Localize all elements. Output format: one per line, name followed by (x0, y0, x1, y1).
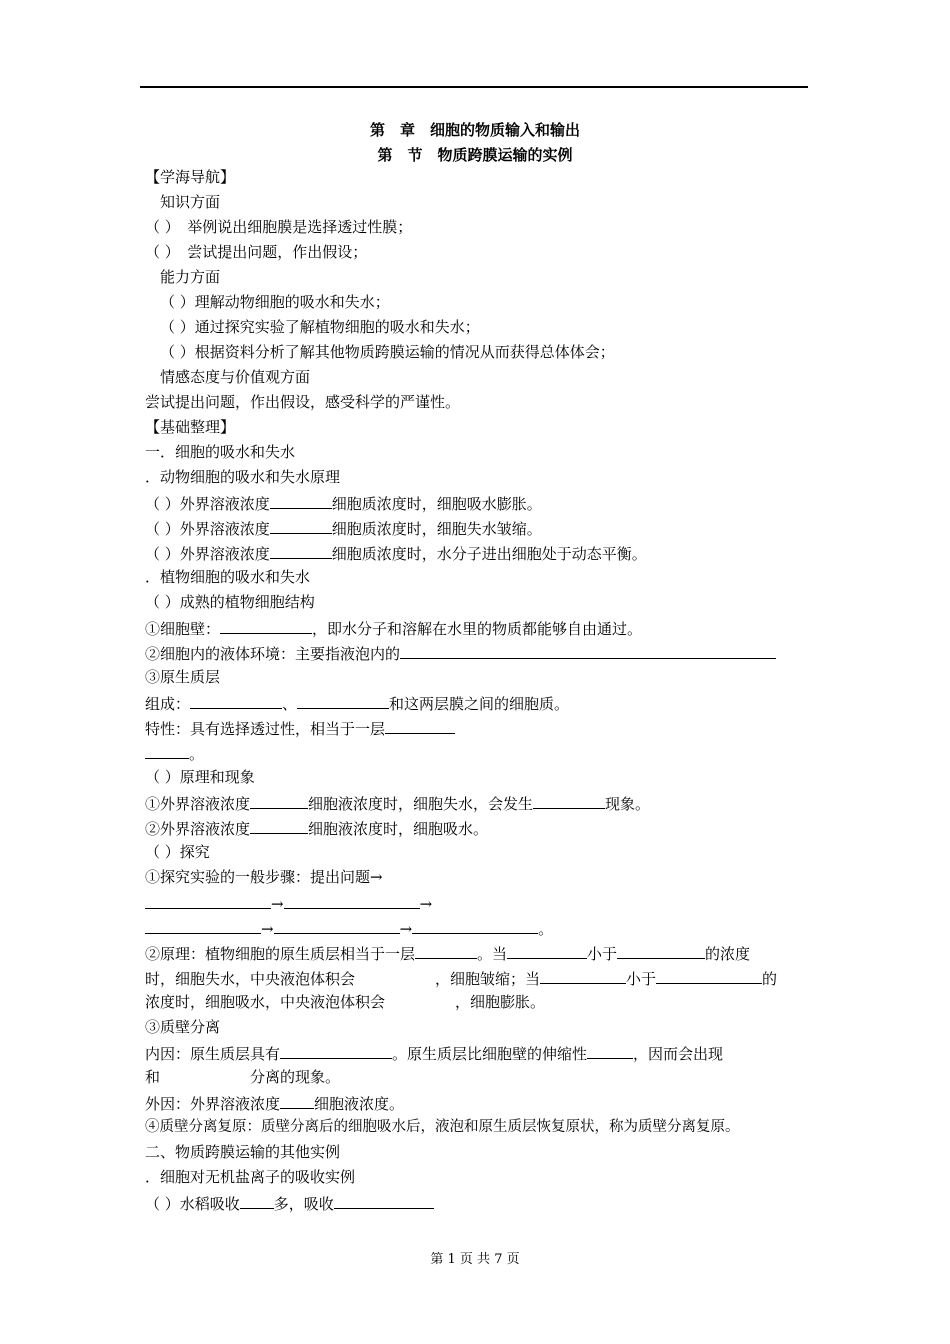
fill-blank[interactable] (270, 517, 332, 534)
fill-blank[interactable] (280, 1042, 392, 1059)
ability-heading: 能力方面 (160, 268, 221, 286)
fill-blank[interactable] (250, 792, 308, 809)
ability-item-3: （ ）根据资料分析了解其他物质跨膜运输的情况从而获得总体体会； (160, 343, 615, 361)
fill-blank[interactable] (533, 792, 605, 809)
animal-cell-heading: ．动物细胞的吸水和失水原理 (145, 468, 341, 486)
fill-blank[interactable] (284, 892, 420, 909)
fill-blank[interactable] (280, 1092, 314, 1109)
fill-blank[interactable] (190, 692, 282, 709)
page-footer: 第 1 页 共 7 页 (430, 1252, 520, 1267)
recovery-line: ④质壁分离复原：质壁分离后的细胞吸水后，液泡和原生质层恢复原状，称为质壁分离复原。 (145, 1119, 740, 1135)
ability-item-1: （ ）理解动物细胞的吸水和失水； (160, 293, 390, 311)
section-one-heading: 一．细胞的吸水和失水 (145, 443, 296, 461)
plant-structure-heading: （ ）成熟的植物细胞结构 (145, 593, 315, 611)
phenomenon-line-1: ①外界溶液浓度 细胞液浓度时，细胞失水，会发生 现象。 (145, 792, 650, 814)
cell-wall-line: ①细胞壁： ，即水分子和溶解在水里的物质都能够自由通过。 (145, 617, 642, 639)
fill-blank[interactable] (274, 917, 400, 934)
explore-heading: （ ）探究 (145, 843, 210, 861)
fill-blank[interactable] (270, 542, 332, 559)
feature-line: 特性：具有选择透过性，相当于一层 (145, 717, 455, 739)
fill-blank[interactable] (145, 917, 261, 934)
fill-blank[interactable] (412, 917, 538, 934)
section-title: 第 节 物质跨膜运输的实例 (377, 146, 573, 164)
feature-line-cont: 。 (145, 742, 204, 764)
fill-blank[interactable] (587, 1042, 633, 1059)
fill-blank[interactable] (507, 942, 587, 959)
fill-blank[interactable] (220, 617, 312, 634)
knowledge-item-1: （ ） 举例说出细胞膜是选择透过性膜； (145, 218, 413, 236)
principle-line-3: 浓度时，细胞吸水，中央液泡体积会 ，细胞膨胀。 (145, 993, 546, 1011)
internal-cause-line-1: 内因：原生质层具有 。原生质层比细胞壁的伸缩性 ，因而会出现 (145, 1042, 723, 1064)
explore-steps-line-3: → → 。 (145, 917, 553, 939)
fill-blank[interactable] (334, 1192, 434, 1209)
animal-line-1: （ ）外界溶液浓度 细胞质浓度时，细胞吸水膨胀。 (145, 492, 542, 514)
principle-heading: （ ）原理和现象 (145, 768, 255, 786)
principle-line-2: 时，细胞失水，中央液泡体积会 ，细胞皱缩；当 小于 的 (145, 967, 777, 989)
phenomenon-line-2: ②外界溶液浓度 细胞液浓度时，细胞吸水。 (145, 817, 488, 839)
chapter-title: 第 章 细胞的物质输入和输出 (369, 121, 580, 139)
animal-line-3: （ ）外界溶液浓度 细胞质浓度时，水分子进出细胞处于动态平衡。 (145, 542, 647, 564)
internal-cause-line-2: 和 分离的现象。 (145, 1068, 341, 1086)
emotion-heading: 情感态度与价值观方面 (160, 368, 311, 386)
fill-blank[interactable] (400, 642, 776, 659)
animal-line-2: （ ）外界溶液浓度 细胞质浓度时，细胞失水皱缩。 (145, 517, 542, 539)
rice-line: （ ）水稻吸收 多，吸收 (145, 1192, 434, 1214)
plasmolysis-heading: ③质壁分离 (145, 1018, 221, 1036)
fill-blank[interactable] (240, 1192, 274, 1209)
ability-item-2: （ ）通过探究实验了解植物细胞的吸水和失水； (160, 318, 480, 336)
fill-blank[interactable] (270, 492, 332, 509)
fill-blank[interactable] (145, 742, 189, 759)
protoplast-heading: ③原生质层 (145, 668, 221, 686)
fill-blank[interactable] (145, 892, 271, 909)
explore-steps-line-2: → → (145, 892, 432, 914)
explore-steps-line-1: ①探究实验的一般步骤：提出问题→ (145, 868, 383, 886)
fill-blank[interactable] (617, 942, 705, 959)
basics-header: 【基础整理】 (145, 418, 236, 436)
cell-liquid-line: ②细胞内的液体环境：主要指液泡内的 (145, 642, 776, 664)
composition-line: 组成： 、 和这两层膜之间的细胞质。 (145, 692, 569, 714)
knowledge-heading: 知识方面 (160, 193, 221, 211)
fill-blank[interactable] (540, 967, 626, 984)
emotion-item-1: 尝试提出问题，作出假设，感受科学的严谨性。 (145, 393, 461, 411)
nav-header: 【学海导航】 (145, 168, 236, 186)
fill-blank[interactable] (656, 967, 762, 984)
fill-blank[interactable] (250, 817, 308, 834)
fill-blank[interactable] (297, 692, 389, 709)
external-cause-line: 外因：外界溶液浓度 细胞液浓度。 (145, 1092, 404, 1114)
plant-cell-heading: ．植物细胞的吸水和失水 (145, 568, 311, 586)
principle-line-1: ②原理：植物细胞的原生质层相当于一层 。当 小于 的浓度 (145, 942, 750, 964)
knowledge-item-2: （ ） 尝试提出问题，作出假设； (145, 243, 368, 261)
fill-blank[interactable] (415, 942, 477, 959)
section-two-heading: 二、物质跨膜运输的其他实例 (145, 1143, 341, 1161)
ion-absorption-heading: ．细胞对无机盐离子的吸收实例 (145, 1168, 356, 1186)
header-rule (140, 86, 808, 88)
fill-blank[interactable] (385, 717, 455, 734)
